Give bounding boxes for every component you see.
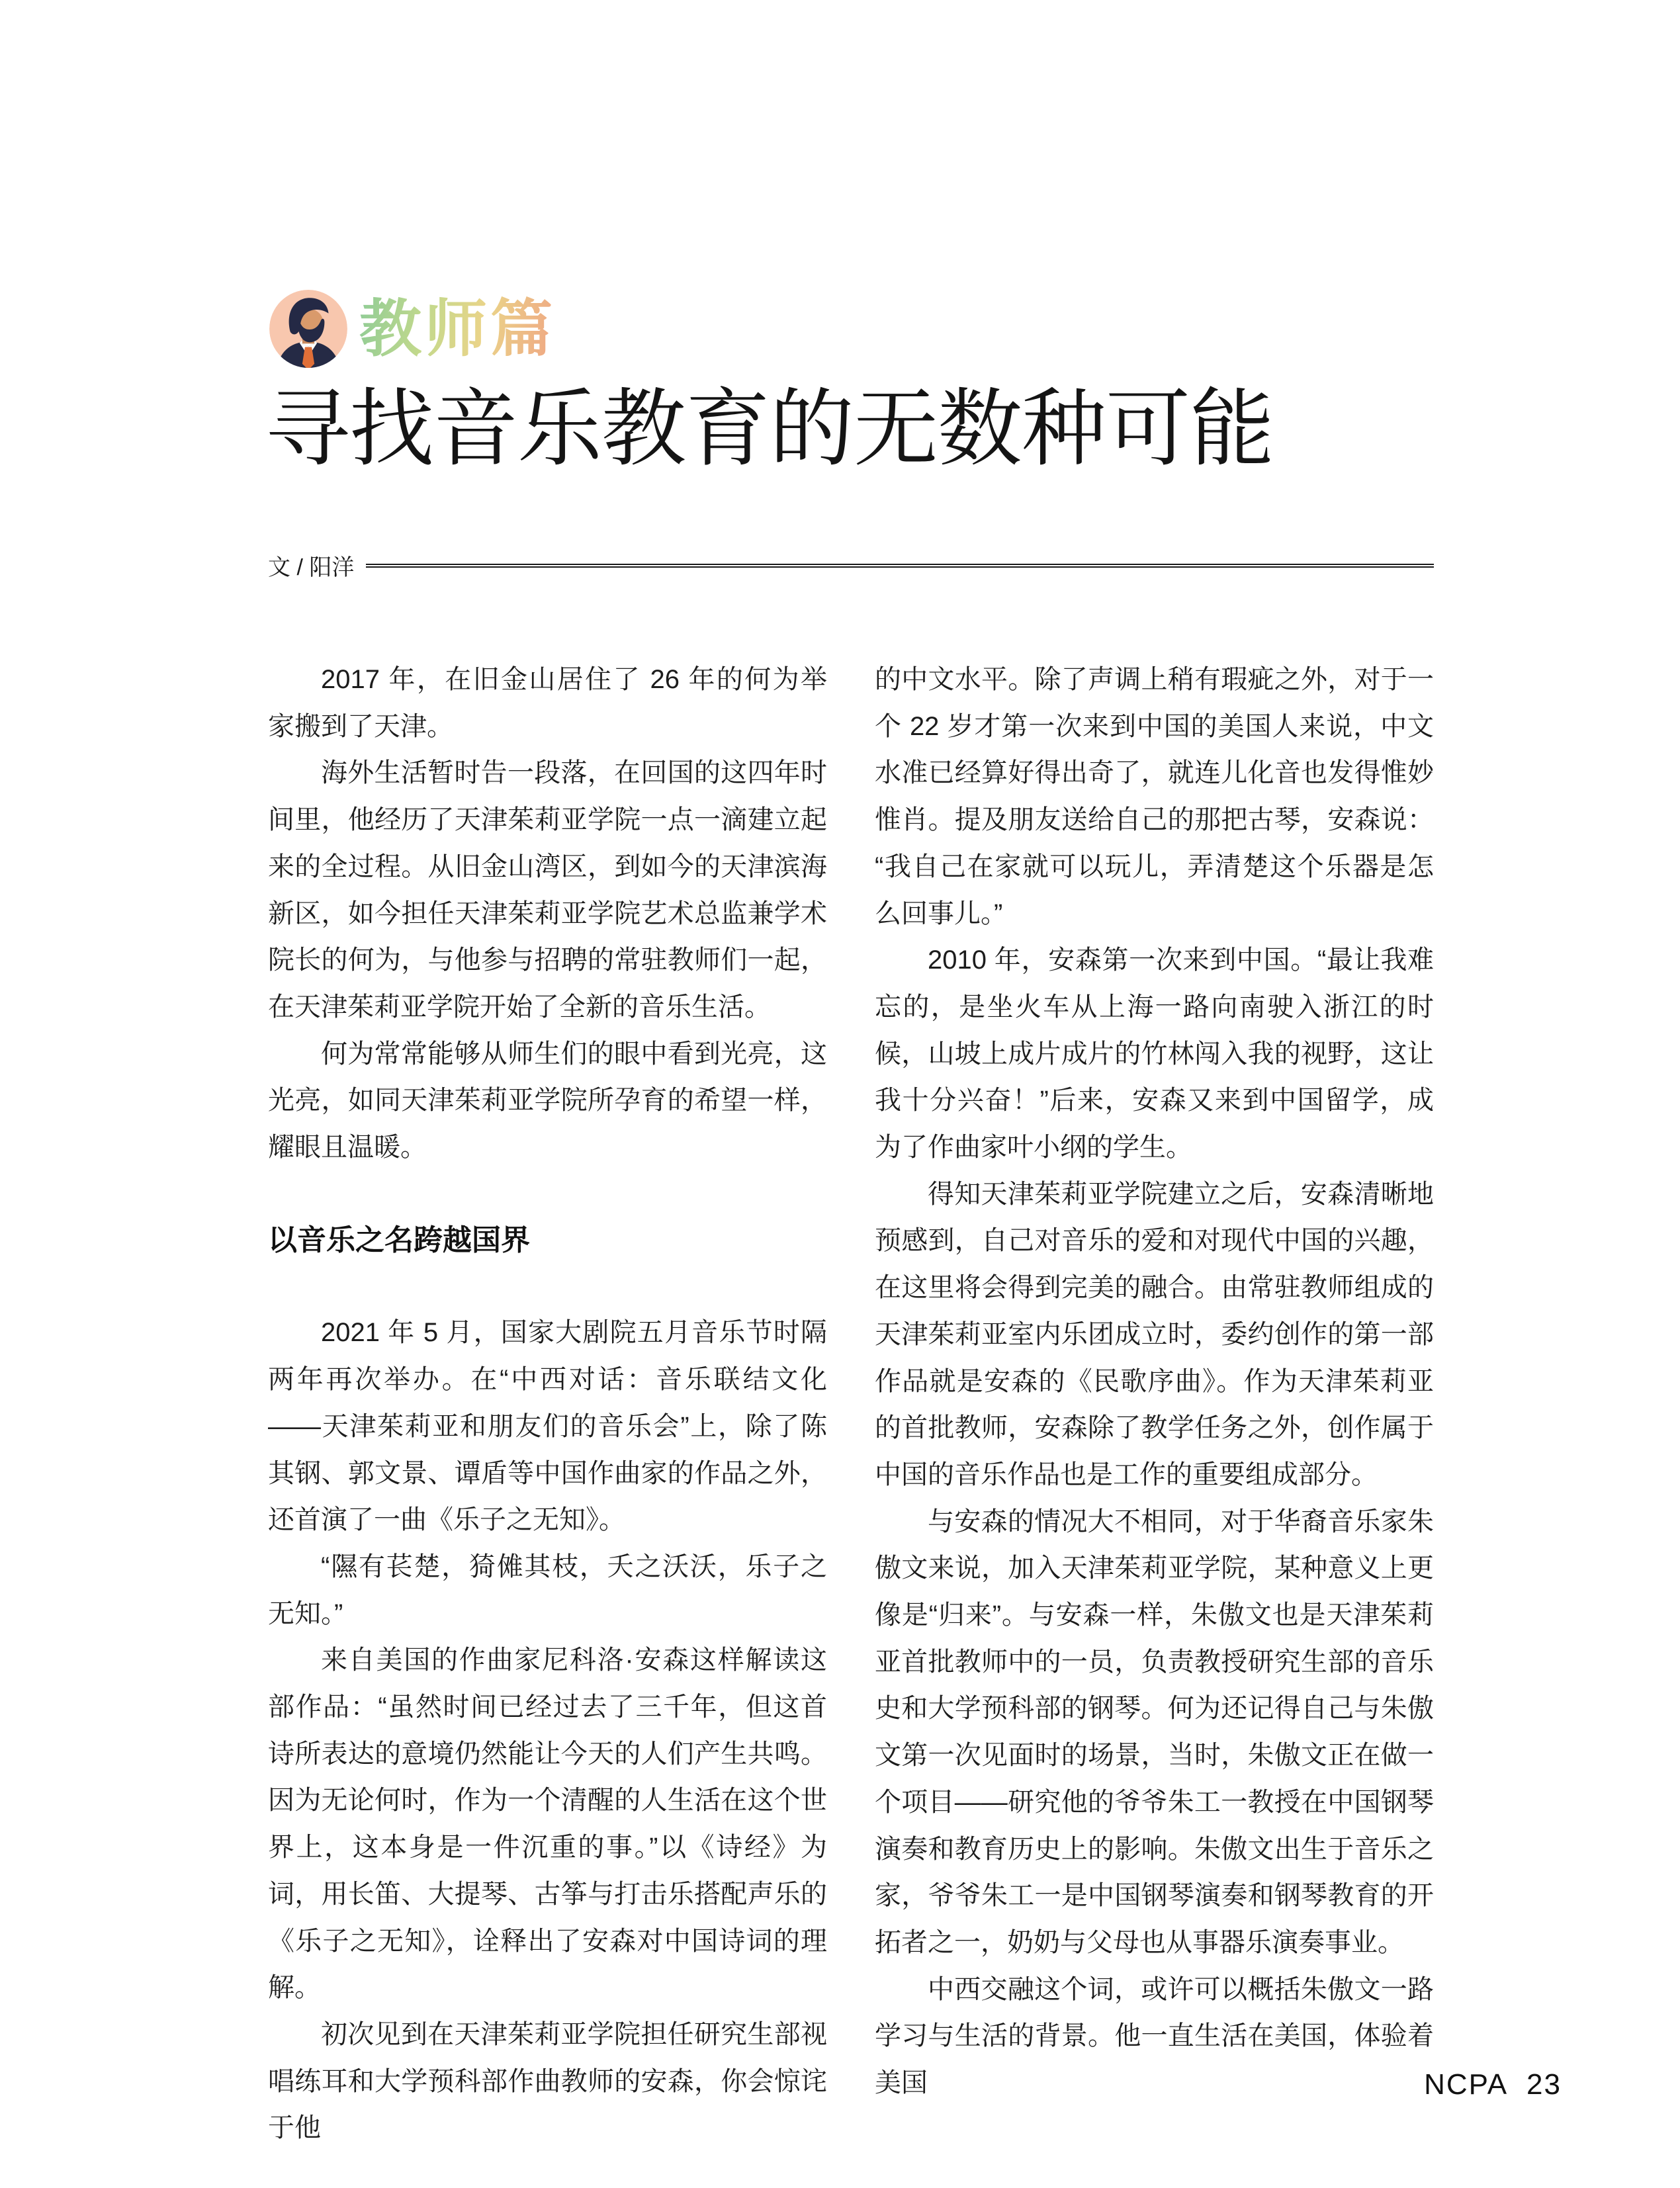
paragraph: 海外生活暂时告一段落，在回国的这四年时间里，他经历了天津茱莉亚学院一点一滴建立起来的全过程。从旧金山湾区，到如今的天津滨海新区，如今担任天津茱莉亚学院艺术总监兼学术院长的何为，与他参与招聘的常驻教师们一起，在天津茱莉亚学院开始了全新的音乐生活。 <box>268 758 827 1022</box>
magazine-brand: NCPA <box>1424 2068 1509 2101</box>
paragraph: 2021 年 5 月，国家大剧院五月音乐节时隔两年再次举办。在“中西对话：音乐联结文化——天津茱莉亚和朋友们的音乐会”上，除了陈其钢、郭文景、谭盾等中国作曲家的作品之外，还首演了一曲《乐子之无知》。 <box>268 1318 827 1535</box>
section-paragraphs <box>268 1309 827 2152</box>
paragraph: 的中文水平。除了声调上稍有瑕疵之外，对于一个 22 岁才第一次来到中国的美国人来说，中文水准已经算好得出奇了，就连儿化音也发得惟妙惟肖。提及朋友送给自己的那把古琴，安森说：“我自己在家就可以玩儿，弄清楚这个乐器是怎么回事儿。” <box>875 665 1434 928</box>
right-column <box>875 656 1434 2107</box>
page-footer <box>1424 2068 1562 2101</box>
paragraph: 2010 年，安森第一次来到中国。“最让我难忘的，是坐火车从上海一路向南驶入浙江的时候，山坡上成片成片的竹林闯入我的视野，这让我十分兴奋！”后来，安森又来到中国留学，成为了作曲家叶小纲的学生。 <box>875 945 1434 1162</box>
byline-rule <box>366 564 1434 568</box>
paragraph: 初次见到在天津茱莉亚学院担任研究生部视唱练耳和大学预科部作曲教师的安森，你会惊诧于他 <box>268 2019 827 2143</box>
byline: 文 / 阳洋 <box>268 555 355 580</box>
paragraph: 中西交融这个词，或许可以概括朱傲文一路学习与生活的背景。他一直生活在美国，体验着美国 <box>875 1974 1434 2098</box>
paragraph: 2017 年，在旧金山居住了 26 年的何为举家搬到了天津。 <box>268 665 827 741</box>
left-column <box>268 656 827 2152</box>
byline-row <box>268 549 1434 582</box>
page-number: 23 <box>1526 2068 1562 2101</box>
intro-paragraphs <box>268 656 827 1171</box>
paragraph: 何为常常能够从师生们的眼中看到光亮，这光亮，如同天津茱莉亚学院所孕育的希望一样，耀眼且温暖。 <box>268 1039 827 1162</box>
bearded-man-avatar-icon <box>268 288 349 369</box>
paragraph: 得知天津茱莉亚学院建立之后，安森清晰地预感到，自己对音乐的爱和对现代中国的兴趣，在这里将会得到完美的融合。由常驻教师组成的天津茱莉亚室内乐团成立时，委约创作的第一部作品就是安森的《民歌序曲》。作为天津茱莉亚的首批教师，安森除了教学任务之外，创作属于中国的音乐作品也是工作的重要组成部分。 <box>875 1179 1434 1489</box>
paragraph: “隰有苌楚，猗傩其枝，夭之沃沃，乐子之无知。” <box>268 1552 827 1628</box>
paragraph: 来自美国的作曲家尼科洛·安森这样解读这部作品：“虽然时间已经过去了三千年，但这首诗所表达的意境仍然能让今天的人们产生共鸣。因为无论何时，作为一个清醒的人生活在这个世界上，这本身是一件沉重的事。”以《诗经》为词，用长笛、大提琴、古筝与打击乐搭配声乐的《乐子之无知》，诠释出了安森对中国诗词的理解。 <box>268 1645 827 2003</box>
article-title: 寻找音乐教育的无数种可能 <box>265 382 1274 476</box>
section-tag-row <box>268 288 556 369</box>
paragraph: 与安森的情况大不相同，对于华裔音乐家朱傲文来说，加入天津茱莉亚学院，某种意义上更像是“归来”。与安森一样，朱傲文也是天津茱莉亚首批教师中的一员，负责教授研究生部的音乐史和大学预科部的钢琴。何为还记得自己与朱傲文第一次见面时的场景，当时，朱傲文正在做一个项目——研究他的爷爷朱工一教授在中国钢琴演奏和教育历史上的影响。朱傲文出生于音乐之家，爷爷朱工一是中国钢琴演奏和钢琴教育的开拓者之一，奶奶与父母也从事器乐演奏事业。 <box>875 1507 1434 1957</box>
right-paragraphs <box>875 656 1434 2107</box>
section-heading: 以音乐之名跨越国界 <box>268 1223 530 1256</box>
section-tag: 教师篇 <box>359 294 556 364</box>
